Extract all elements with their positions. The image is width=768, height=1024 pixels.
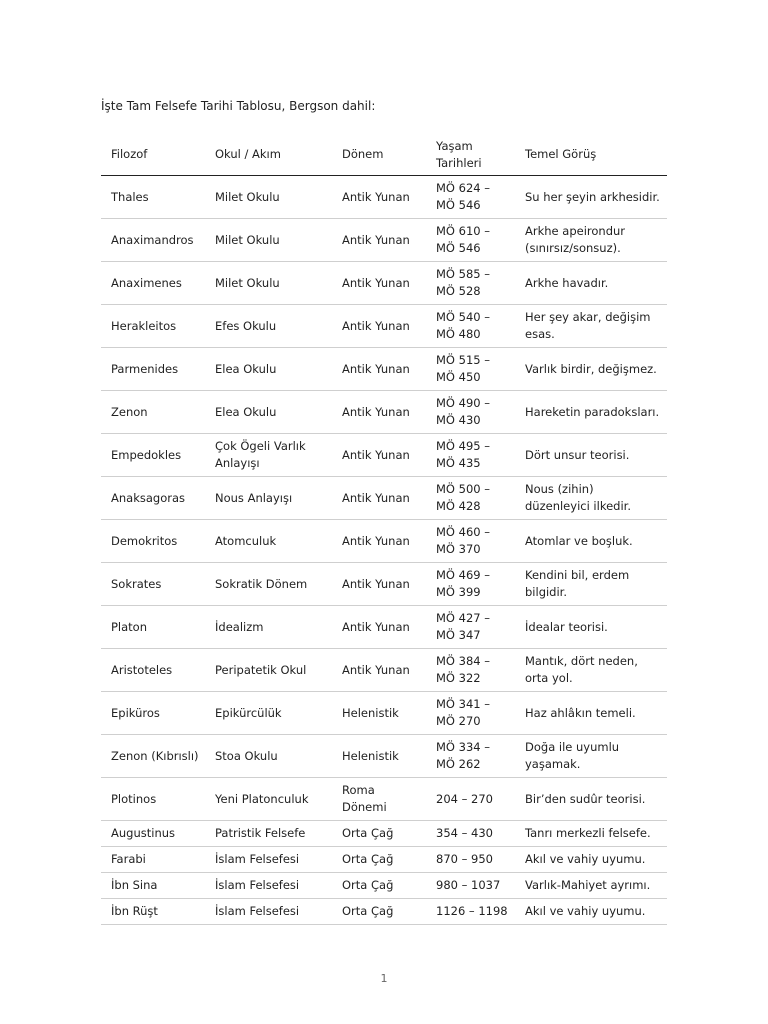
cell-core-view: Varlık birdir, değişmez. bbox=[515, 348, 667, 391]
cell-school: Milet Okulu bbox=[205, 262, 332, 305]
table-row bbox=[101, 847, 667, 873]
table-row bbox=[101, 219, 667, 262]
cell-lifespan: MÖ 610 – MÖ 546 bbox=[426, 219, 515, 262]
table-row bbox=[101, 563, 667, 606]
cell-core-view: Akıl ve vahiy uyumu. bbox=[515, 847, 667, 873]
cell-period: Orta Çağ bbox=[332, 847, 426, 873]
header-lifespan: Yaşam Tarihleri bbox=[426, 134, 515, 176]
cell-core-view: Varlık-Mahiyet ayrımı. bbox=[515, 873, 667, 899]
cell-lifespan: MÖ 384 – MÖ 322 bbox=[426, 649, 515, 692]
cell-school: Efes Okulu bbox=[205, 305, 332, 348]
header-core-view: Temel Görüş bbox=[515, 134, 667, 176]
table-row bbox=[101, 606, 667, 649]
cell-core-view: Nous (zihin) düzenleyici ilkedir. bbox=[515, 477, 667, 520]
cell-philosopher: Plotinos bbox=[101, 778, 205, 821]
cell-school: Yeni Platonculuk bbox=[205, 778, 332, 821]
cell-period: Roma Dönemi bbox=[332, 778, 426, 821]
cell-period: Antik Yunan bbox=[332, 391, 426, 434]
cell-core-view: Mantık, dört neden, orta yol. bbox=[515, 649, 667, 692]
cell-core-view: Dört unsur teorisi. bbox=[515, 434, 667, 477]
cell-lifespan: MÖ 334 – MÖ 262 bbox=[426, 735, 515, 778]
philosophy-history-table bbox=[101, 134, 667, 925]
cell-school: Elea Okulu bbox=[205, 348, 332, 391]
cell-period: Antik Yunan bbox=[332, 649, 426, 692]
cell-lifespan: MÖ 490 – MÖ 430 bbox=[426, 391, 515, 434]
cell-philosopher: İbn Rüşt bbox=[101, 899, 205, 925]
cell-philosopher: Zenon (Kıbrıslı) bbox=[101, 735, 205, 778]
cell-school: İslam Felsefesi bbox=[205, 847, 332, 873]
cell-school: Patristik Felsefe bbox=[205, 821, 332, 847]
table-row bbox=[101, 305, 667, 348]
cell-philosopher: Parmenides bbox=[101, 348, 205, 391]
cell-core-view: Bir’den sudûr teorisi. bbox=[515, 778, 667, 821]
cell-lifespan: MÖ 540 – MÖ 480 bbox=[426, 305, 515, 348]
cell-lifespan: MÖ 341 – MÖ 270 bbox=[426, 692, 515, 735]
cell-lifespan: MÖ 460 – MÖ 370 bbox=[426, 520, 515, 563]
cell-core-view: Haz ahlâkın temeli. bbox=[515, 692, 667, 735]
cell-school: Çok Ögeli Varlık Anlayışı bbox=[205, 434, 332, 477]
header-period: Dönem bbox=[332, 134, 426, 176]
cell-lifespan: MÖ 427 – MÖ 347 bbox=[426, 606, 515, 649]
cell-lifespan: MÖ 495 – MÖ 435 bbox=[426, 434, 515, 477]
cell-philosopher: Zenon bbox=[101, 391, 205, 434]
cell-school: Nous Anlayışı bbox=[205, 477, 332, 520]
cell-lifespan: MÖ 469 – MÖ 399 bbox=[426, 563, 515, 606]
cell-core-view: Kendini bil, erdem bilgidir. bbox=[515, 563, 667, 606]
cell-philosopher: Augustinus bbox=[101, 821, 205, 847]
cell-lifespan: MÖ 500 – MÖ 428 bbox=[426, 477, 515, 520]
header-philosopher: Filozof bbox=[101, 134, 205, 176]
cell-philosopher: Anaksagoras bbox=[101, 477, 205, 520]
table-header-row bbox=[101, 134, 667, 176]
cell-period: Antik Yunan bbox=[332, 305, 426, 348]
table-row bbox=[101, 821, 667, 847]
cell-school: Milet Okulu bbox=[205, 176, 332, 219]
cell-core-view: Doğa ile uyumlu yaşamak. bbox=[515, 735, 667, 778]
table-row bbox=[101, 649, 667, 692]
header-school: Okul / Akım bbox=[205, 134, 332, 176]
cell-philosopher: Platon bbox=[101, 606, 205, 649]
cell-school: Elea Okulu bbox=[205, 391, 332, 434]
table-row bbox=[101, 477, 667, 520]
cell-school: İdealizm bbox=[205, 606, 332, 649]
cell-lifespan: 1126 – 1198 bbox=[426, 899, 515, 925]
cell-core-view: Tanrı merkezli felsefe. bbox=[515, 821, 667, 847]
cell-school: Sokratik Dönem bbox=[205, 563, 332, 606]
cell-period: Antik Yunan bbox=[332, 520, 426, 563]
cell-period: Antik Yunan bbox=[332, 348, 426, 391]
cell-school: Peripatetik Okul bbox=[205, 649, 332, 692]
cell-lifespan: 204 – 270 bbox=[426, 778, 515, 821]
cell-period: Antik Yunan bbox=[332, 563, 426, 606]
cell-philosopher: Sokrates bbox=[101, 563, 205, 606]
cell-core-view: Her şey akar, değişim esas. bbox=[515, 305, 667, 348]
cell-lifespan: 870 – 950 bbox=[426, 847, 515, 873]
intro-text: İşte Tam Felsefe Tarihi Tablosu, Bergson dahil: bbox=[101, 99, 376, 113]
table-row bbox=[101, 873, 667, 899]
cell-school: İslam Felsefesi bbox=[205, 873, 332, 899]
table-row bbox=[101, 176, 667, 219]
table-row bbox=[101, 778, 667, 821]
cell-lifespan: 354 – 430 bbox=[426, 821, 515, 847]
table-row bbox=[101, 735, 667, 778]
cell-philosopher: Demokritos bbox=[101, 520, 205, 563]
cell-philosopher: Empedokles bbox=[101, 434, 205, 477]
cell-core-view: Arkhe apeirondur (sınırsız/sonsuz). bbox=[515, 219, 667, 262]
cell-period: Antik Yunan bbox=[332, 176, 426, 219]
cell-philosopher: Anaximenes bbox=[101, 262, 205, 305]
table-row bbox=[101, 520, 667, 563]
cell-core-view: Hareketin paradoksları. bbox=[515, 391, 667, 434]
cell-school: İslam Felsefesi bbox=[205, 899, 332, 925]
cell-lifespan: MÖ 624 – MÖ 546 bbox=[426, 176, 515, 219]
cell-school: Milet Okulu bbox=[205, 219, 332, 262]
cell-school: Stoa Okulu bbox=[205, 735, 332, 778]
table-row bbox=[101, 262, 667, 305]
cell-period: Orta Çağ bbox=[332, 899, 426, 925]
cell-lifespan: 980 – 1037 bbox=[426, 873, 515, 899]
cell-philosopher: Aristoteles bbox=[101, 649, 205, 692]
cell-philosopher: Epiküros bbox=[101, 692, 205, 735]
cell-core-view: İdealar teorisi. bbox=[515, 606, 667, 649]
table-row bbox=[101, 348, 667, 391]
cell-philosopher: Herakleitos bbox=[101, 305, 205, 348]
cell-core-view: Atomlar ve boşluk. bbox=[515, 520, 667, 563]
cell-period: Orta Çağ bbox=[332, 873, 426, 899]
cell-period: Antik Yunan bbox=[332, 477, 426, 520]
cell-lifespan: MÖ 585 – MÖ 528 bbox=[426, 262, 515, 305]
cell-philosopher: Farabi bbox=[101, 847, 205, 873]
table-row bbox=[101, 391, 667, 434]
cell-core-view: Arkhe havadır. bbox=[515, 262, 667, 305]
table-row bbox=[101, 692, 667, 735]
cell-period: Antik Yunan bbox=[332, 606, 426, 649]
cell-period: Helenistik bbox=[332, 735, 426, 778]
table-row bbox=[101, 899, 667, 925]
cell-school: Epikürcülük bbox=[205, 692, 332, 735]
cell-school: Atomculuk bbox=[205, 520, 332, 563]
cell-core-view: Akıl ve vahiy uyumu. bbox=[515, 899, 667, 925]
cell-period: Antik Yunan bbox=[332, 434, 426, 477]
cell-philosopher: Thales bbox=[101, 176, 205, 219]
page-number: 1 bbox=[380, 972, 388, 985]
cell-period: Antik Yunan bbox=[332, 262, 426, 305]
table-row bbox=[101, 434, 667, 477]
cell-period: Antik Yunan bbox=[332, 219, 426, 262]
cell-period: Helenistik bbox=[332, 692, 426, 735]
cell-core-view: Su her şeyin arkhesidir. bbox=[515, 176, 667, 219]
cell-philosopher: Anaximandros bbox=[101, 219, 205, 262]
cell-lifespan: MÖ 515 – MÖ 450 bbox=[426, 348, 515, 391]
cell-period: Orta Çağ bbox=[332, 821, 426, 847]
cell-philosopher: İbn Sina bbox=[101, 873, 205, 899]
